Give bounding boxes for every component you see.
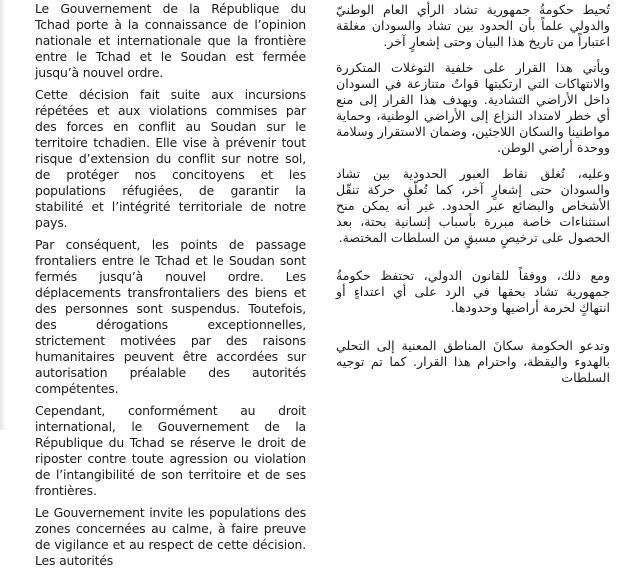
arabic-paragraph: تُحيط حكومةُ جمهورية تشاد الرأي العام الوطنيّ والدولي علماً بأن الحدود بين تشاد والسودان مغلقة اعتباراً من تاريخ هذا البيان وحتى إشعارٍ آخر. xyxy=(336,2,610,49)
french-paragraph: Cependant, conformément au droit international, le Gouvernement de la République du Tchad se réserve le droit de riposter contre toute agression ou violation de l’intangibilité de son territoire et de ses frontières. xyxy=(35,403,306,498)
french-paragraph: Le Gouvernement de la République du Tchad porte à la connaissance de l’opinion nationale et internationale que la frontière entre le Tchad et le Soudan est fermée jusqu’à nouvel ordre. xyxy=(35,1,306,80)
french-paragraph: Cette décision fait suite aux incursions répétées et aux violations commises par des forces en conflit au Soudan sur le territoire tchadien. Elle vise à prévenir tout risque d’extension du conflit sur notre sol, de protéger nos concitoyens et les populations réfugiées, de garantir la stabilité et l’intégrité territoriale de notre pays. xyxy=(35,87,306,230)
french-column xyxy=(35,1,306,569)
french-paragraph: Le Gouvernement invite les populations des zones concernées au calme, à faire preuve de vigilance et au respect de cette décision. Les autorités xyxy=(35,505,306,568)
arabic-paragraph: وعليه، تُغلق نقاط العبور الحدودية بين تشاد والسودان حتى إشعارٍ آخر، كما تُعلّق حركة تنقّل الأشخاص والبضائع عبر الحدود. غير أنه يمكن منح استثناءات خاصة مبررة بأسباب إنسانية بحتة، بعد الحصول على ترخيصٍ مسبقٍ من السلطات المختصة. xyxy=(336,166,610,245)
scan-edge xyxy=(0,0,6,430)
arabic-paragraph: وتدعو الحكومة سكانَ المناطق المعنية إلى التحلي بالهدوء واليقظة، واحترام هذا القرار. كما تم توجيه السلطات xyxy=(336,338,610,385)
french-paragraph: Par conséquent, les points de passage frontaliers entre le Tchad et le Soudan sont fermés jusqu’à nouvel ordre. Les déplacements transfrontaliers des biens et des personnes sont suspendus. Toutefois, des dérogations exceptionnelles, strictement motivées par des raisons humanitaires peuvent être accordées sur autorisation préalable des autorités compétentes. xyxy=(35,237,306,396)
arabic-paragraph: ومع ذلك، ووفقاً للقانون الدولي، تحتفظ حكومةُ جمهورية تشاد بحقها في الرد على أي اعتداءٍ أو انتهاكٍ لحرمة أراضيها وحدودها. xyxy=(336,268,610,315)
arabic-paragraph: ويأتي هذا القرار على خلفية التوغلات المتكررة والانتهاكات التي ارتكبتها قواتٌ متنازعة في السودان داخل الأراضي التشادية. ويهدف هذا القرار إلى منع أي خطر لامتداد النزاع إلى الأراضي الوطنية، وحماية مواطنينا والسكان اللاجئين، وضمان الاستقرار وسلامة ووحدة أراضي الوطن. xyxy=(336,60,610,155)
arabic-column xyxy=(336,2,610,386)
